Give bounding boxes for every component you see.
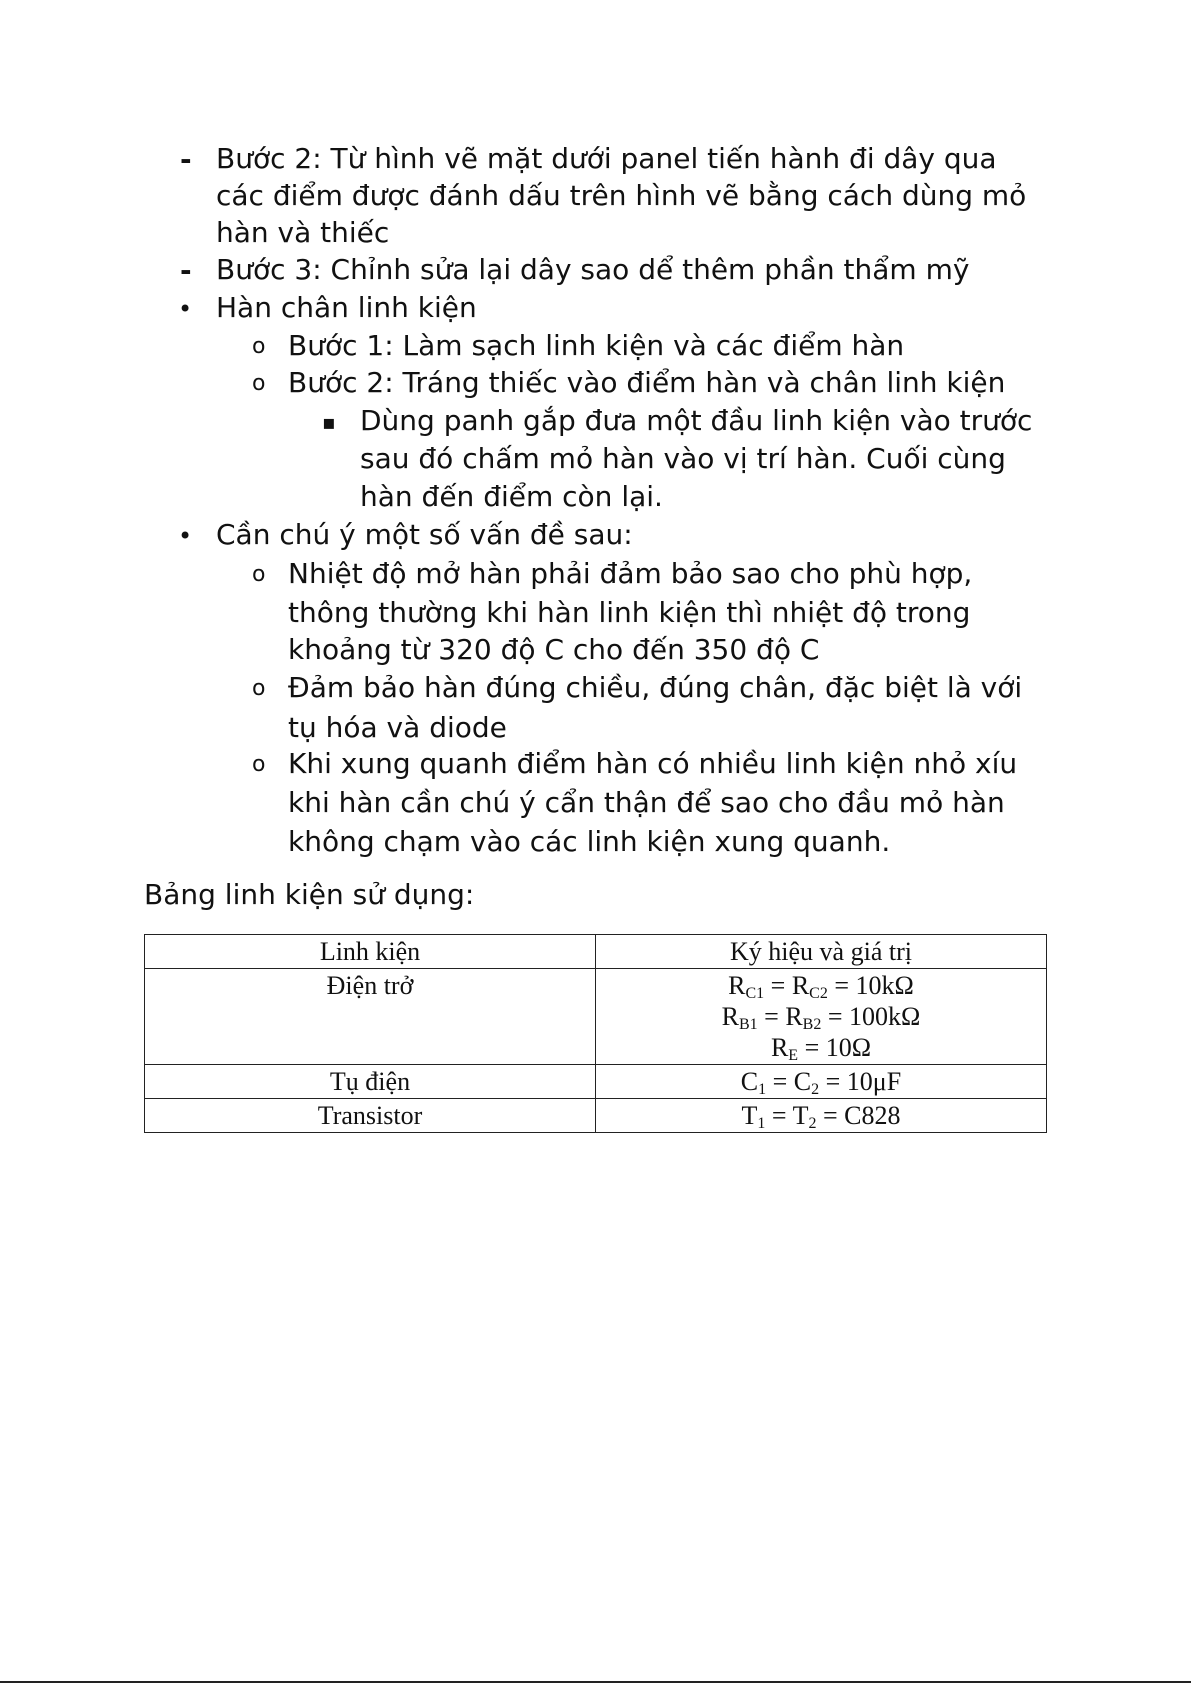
component-name: Tụ điện (145, 1065, 596, 1099)
list-item: Khi xung quanh điểm hàn có nhiều linh kiện nhỏ xíu (288, 747, 1018, 780)
list-item: Bước 2: Tráng thiếc vào điểm hàn và chân linh kiện (288, 366, 1006, 399)
list-item: Nhiệt độ mở hàn phải đảm bảo sao cho phù hợp, (288, 557, 973, 590)
disc-bullet: • (178, 295, 193, 323)
table-row (145, 1099, 1047, 1133)
list-item-continuation: không chạm vào các linh kiện xung quanh. (288, 825, 891, 858)
list-item: Bước 3: Chỉnh sửa lại dây sao dể thêm phần thẩm mỹ (216, 253, 970, 286)
resistor-value-re: $R_E = 10\Omega$ (770, 1033, 872, 1064)
list-item-continuation: tụ hóa và diode (288, 711, 507, 744)
list-item-continuation: khoảng từ 320 độ C cho đến 350 độ C (288, 633, 820, 666)
list-item-continuation: hàn đến điểm còn lại. (360, 480, 663, 513)
table-row (145, 969, 1047, 1065)
column-header: Ký hiệu và giá trị (596, 935, 1047, 969)
dash-bullet: - (180, 143, 192, 176)
list-item-continuation: sau đó chấm mỏ hàn vào vị trí hàn. Cuối cùng (360, 442, 1006, 475)
circle-bullet: o (252, 371, 266, 396)
list-item: Cần chú ý một số vấn đề sau: (216, 518, 633, 551)
circle-bullet: o (252, 752, 266, 777)
circle-bullet: o (252, 334, 266, 359)
circle-bullet: o (252, 676, 266, 701)
list-item: Bước 2: Từ hình vẽ mặt dưới panel tiến hành đi dây qua (216, 142, 997, 175)
resistor-value-rb: $R_{B1} = R_{B2} = 100k\Omega$ (721, 1002, 921, 1033)
circle-bullet: o (252, 562, 266, 587)
table-caption: Bảng linh kiện sử dụng: (144, 878, 475, 911)
component-value: $T_1 = T_2 = C828$ (596, 1099, 1047, 1133)
square-bullet: ▪ (322, 410, 336, 434)
list-item-continuation: các điểm được đánh dấu trên hình vẽ bằng cách dùng mỏ (216, 179, 1027, 212)
component-name: Điện trở (145, 969, 596, 1065)
table-header-row (145, 935, 1047, 969)
page-bottom-rule (0, 1681, 1191, 1683)
table-row (145, 1065, 1047, 1099)
column-header: Linh kiện (145, 935, 596, 969)
list-item: Dùng panh gắp đưa một đầu linh kiện vào trước (360, 404, 1033, 437)
list-item: Đảm bảo hàn đúng chiều, đúng chân, đặc biệt là với (288, 671, 1023, 704)
component-name: Transistor (145, 1099, 596, 1133)
list-item-continuation: hàn và thiếc (216, 216, 390, 249)
resistor-value-rc: $R_{C1} = R_{C2} = 10k\Omega$ (728, 971, 914, 1002)
list-item: Bước 1: Làm sạch linh kiện và các điểm hàn (288, 329, 905, 362)
dash-bullet: - (180, 254, 192, 287)
list-item-continuation: khi hàn cần chú ý cẩn thận để sao cho đầu mỏ hàn (288, 786, 1005, 819)
component-value (596, 969, 1047, 1065)
component-value: $C_1 = C_2 = 10\mu F$ (596, 1065, 1047, 1099)
list-item: Hàn chân linh kiện (216, 291, 477, 324)
list-item-continuation: thông thường khi hàn linh kiện thì nhiệt độ trong (288, 596, 971, 629)
disc-bullet: • (178, 522, 193, 550)
components-table (144, 934, 1047, 1133)
